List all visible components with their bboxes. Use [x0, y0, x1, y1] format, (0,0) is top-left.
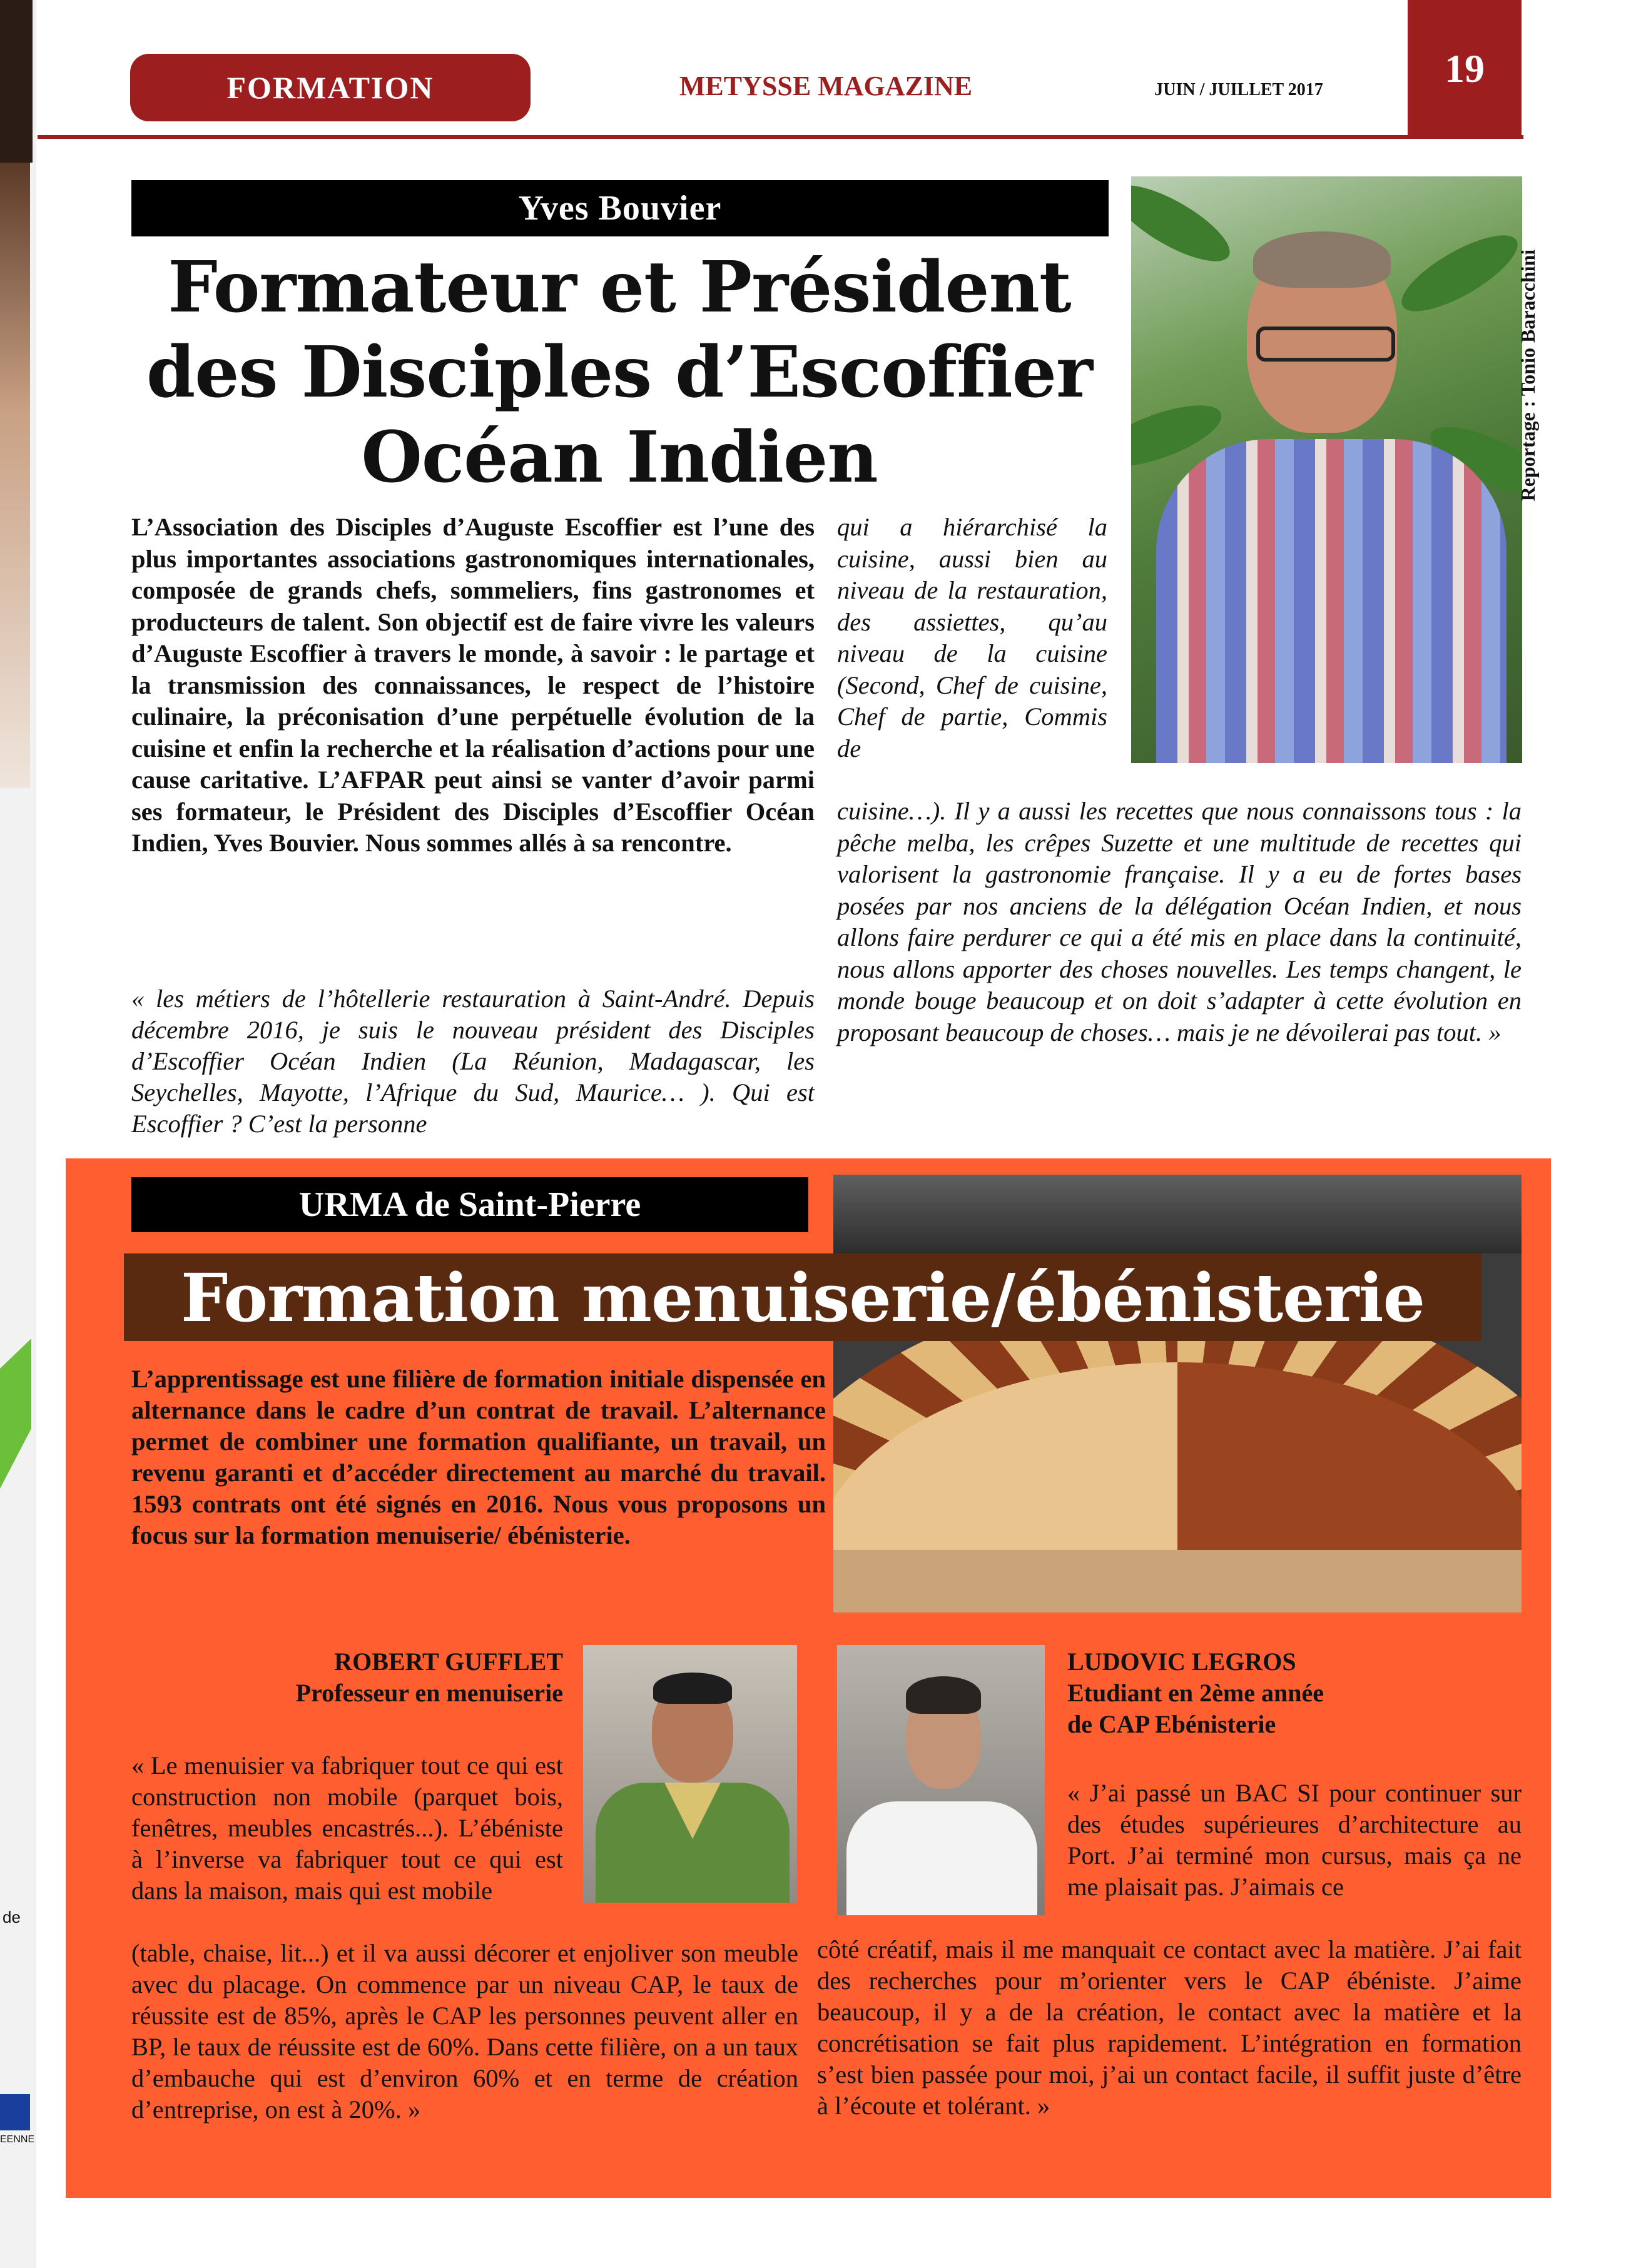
- article1-quote-part3: cuisine…). Il y a aussi les recettes que nous connaissons tous : la pêche melba, les crêpes Suzette et une multitude de recettes qui valorisent la gastronomie française. Il y a eu de fortes bases posées par nos anciens de la délégation Océan Indien, et nous allons faire perdurer ce qui a été mis en place dans la continuité, nous allons apporter des choses nouvelles. Les temps changent, le monde bouge beaucoup et on doit s’adapter à cette évolution en proposant beaucoup de choses… mais je ne dévoilerai pas tout. »: [837, 797, 1522, 1046]
- interviewee1-name: ROBERT GUFFLET: [334, 1648, 563, 1676]
- interviewee1-role: Professeur en menuiserie: [295, 1679, 563, 1707]
- eu-flag-icon: [0, 2094, 30, 2130]
- portrait-photo-robert-gufflet: [583, 1645, 797, 1903]
- adjacent-text-fragment: de: [3, 1908, 21, 1926]
- issue-date: JUIN / JUILLET 2017: [1154, 80, 1323, 99]
- header-rule: [38, 135, 1523, 139]
- article1-quote-part1: « les métiers de l’hôtellerie restauration à Saint-André. Depuis décembre 2016, je suis le nouveau président des Disciples d’Escoffier Océan Indien (La Réunion, Madagascar, les Seychelles, Mayotte, l’Afrique du Sud, Maurice… ). Qui est Escoffier ? C’est la personne: [131, 985, 815, 1138]
- article1-quote-part2: qui a hiérarchisé la cuisine, aussi bien au niveau de la restauration, des assiettes, qu’au niveau de la cuisine (Second, Chef de cuisine, Chef de partie, Commis de: [837, 513, 1107, 762]
- article1-intro: L’Association des Disciples d’Auguste Escoffier est l’une des plus importantes associations gastronomiques internationales, composée de grands chefs, sommeliers, fins gastronomes et producteurs de talent. Son objectif est de faire vivre les valeurs d’Auguste Escoffier à travers le monde, à savoir : le partage et la transmission des connaissances, le respect de l’histoire culinaire, la préconisation d’une perpétuelle évolution de la cuisine et enfin la recherche et la réalisation d’actions pour une cause caritative. L’AFPAR peut ainsi se vanter d’avoir parmi ses formateur, le Président des Disciples d’Escoffier Océan Indien, Yves Bouvier. Nous sommes allés à sa rencontre.: [131, 513, 815, 857]
- adjacent-page-strip: [0, 0, 36, 2268]
- adjacent-photo-portrait: [0, 163, 30, 788]
- interviewee2-caption: [1067, 1646, 1518, 1740]
- headline-line-2: des Disciples d’Escoffier: [146, 332, 1093, 413]
- interviewee2-role-line2: de CAP Ebénisterie: [1067, 1710, 1276, 1738]
- interviewee2-quote-part2: côté créatif, mais il me manquait ce contact avec la matière. J’ai fait des recherches pour m’orienter vers le CAP ébéniste. J’aime beaucoup, il y a de la création, le contact avec la matière et la concrétisation se fait plus rapidement. L’intégration en formation s’est bien passée pour moi, j’ai un contact facile, il suffit juste d’être à l’écoute et tolérant. »: [817, 1935, 1522, 2120]
- article2-intro: L’apprentissage est une filière de formation initiale dispensée en alternance dans le cadre d’un contrat de travail. L’alternance permet de combiner une formation qualifiante, un travail, un revenu garanti et d’accéder directement au marché du travail. 1593 contrats ont été signés en 2016. Nous vous proposons un focus sur la formation menuiserie/ ébénisterie.: [131, 1365, 826, 1549]
- photo-credit: Reportage : Tonio Baracchini: [1517, 249, 1539, 502]
- article1-kicker: Yves Bouvier: [131, 180, 1109, 236]
- interviewee2-name: LUDOVIC LEGROS: [1067, 1648, 1296, 1676]
- marquetry-table-photo: [833, 1175, 1522, 1612]
- interviewee1-quote-part1: « Le menuisier va fabriquer tout ce qui est construction non mobile (parquet bois, fenêtres, meubles encastrés...). L’ébéniste à l’inverse va fabriquer tout ce qui est dans la maison, mais qui est mobile: [131, 1751, 563, 1905]
- interviewee1-caption: [131, 1646, 563, 1709]
- article2-kicker: URMA de Saint-Pierre: [131, 1177, 808, 1232]
- headline-line-3: Océan Indien: [361, 417, 878, 499]
- portrait-photo-yves-bouvier: [1131, 176, 1522, 763]
- interviewee1-quote-part2: (table, chaise, lit...) et il va aussi décorer et enjoliver son meuble avec du placage. On commence par un niveau CAP, le taux de réussite est de 85%, après le CAP les personnes peuvent aller en BP, le taux de réussite est de 60%. Dans cette filière, on a un taux d’embauche qui est d’environ 60% et en terme de création d’entreprise, on est à 20%. »: [131, 1939, 798, 2124]
- interviewee2-role-line1: Etudiant en 2ème année: [1067, 1679, 1324, 1707]
- headline-line-1: Formateur et Président: [168, 246, 1071, 328]
- section-tag: FORMATION: [130, 54, 531, 121]
- page-number: 19: [1408, 0, 1522, 138]
- adjacent-photo-dark: [0, 0, 33, 163]
- adjacent-text-fragment-2: EENNE: [0, 2134, 35, 2145]
- portrait-photo-ludovic-legros: [837, 1645, 1045, 1915]
- article2-headline: Formation menuiserie/ébénisterie: [124, 1253, 1481, 1341]
- article1-headline: [94, 245, 1145, 500]
- interviewee2-quote-part1: « J’ai passé un BAC SI pour continuer sur des études supérieures d’architecture au Port. J’ai terminé mon cursus, mais ça ne me plaisait pas. J’aimais ce: [1067, 1779, 1522, 1901]
- magazine-name: METYSSE MAGAZINE: [679, 71, 973, 101]
- adjacent-green-shape: [0, 1339, 31, 1489]
